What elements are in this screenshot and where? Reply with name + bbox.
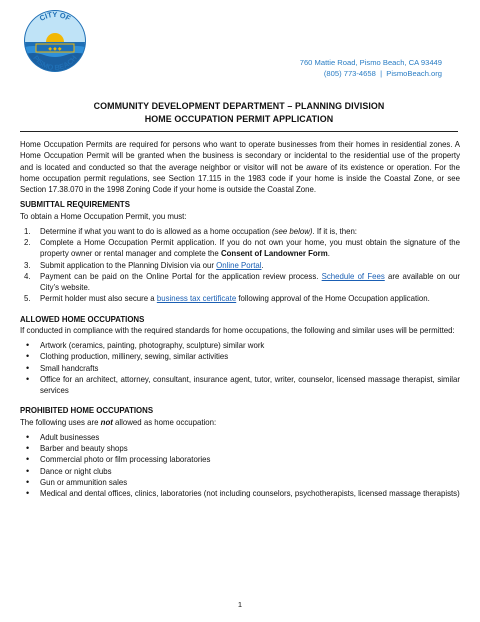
phone-website-line: [300, 68, 442, 79]
title-divider: [20, 131, 458, 132]
prohibited-item: • Commercial photo or film processing laboratories: [26, 454, 211, 465]
allowed-item: • Clothing production, millinery, sewing, similar activities: [26, 351, 229, 362]
contact-block: [300, 57, 442, 79]
phone: (805) 773-4658: [323, 69, 376, 78]
address: 760 Mattie Road, Pismo Beach, CA 93449: [299, 58, 442, 67]
city-logo: [22, 8, 88, 74]
bullet-icon: •: [26, 443, 30, 453]
prohibited-item: • Gun or ammunition sales: [26, 476, 128, 487]
prohibited-item: • Barber and beauty shops: [26, 443, 128, 453]
prohibited-item: • Adult businesses: [26, 431, 100, 442]
allowed-item: • Artwork (ceramics, painting, photography, sculpture) similar work: [26, 340, 265, 350]
logo-text-top: CITY OF: [37, 9, 73, 23]
bullet-icon: •: [26, 465, 30, 476]
page-number: 1: [237, 600, 243, 609]
document-body: [20, 139, 460, 499]
online-portal-link[interactable]: Online Portal: [216, 260, 262, 270]
allowed-list: [20, 340, 460, 396]
submittal-list: [20, 226, 460, 305]
bullet-icon: •: [26, 454, 30, 465]
prohibited-heading: PROHIBITED HOME OCCUPATIONS: [20, 406, 154, 416]
bullet-icon: •: [26, 362, 30, 373]
bullet-icon: •: [26, 340, 30, 350]
title-line-2: HOME OCCUPATION PERMIT APPLICATION: [144, 114, 334, 124]
svg-text:◆ ◆ ◆: ◆ ◆ ◆: [48, 46, 62, 51]
prohibited-item: • Dance or night clubs: [26, 465, 112, 476]
prohibited-lead: The following uses are not allowed as home occupation:: [20, 417, 217, 427]
schedule-of-fees-link[interactable]: Schedule of Fees: [321, 271, 385, 281]
prohibited-list: [20, 432, 460, 500]
submittal-item: 5. Permit holder must also secure a business tax certificate following approval of the Home Occupation application.: [24, 294, 430, 304]
submittal-item: 3. Submit application to the Planning Division via our Online Portal.: [24, 260, 264, 270]
intro-paragraph: Home Occupation Permits are required for persons who want to operate businesses from their homes in residential zones. A Home Occupation Permit will be granted when the business is secondary or incidental to the residential use of the property and is located and conducted so that the average neighbor or visitor will not be aware of its existence or operation. For the home occupation permit regulations, see Section 17.115 in the 1983 code if your home is inside the Coastal Zone, or see Section 17.38.070 in the 1998 Zoning Code if your home is outside the Coastal Zone.: [20, 140, 460, 194]
bullet-icon: •: [26, 431, 30, 442]
submittal-item: 1. Determine if what you want to do is allowed as a home occupation (see below). If it is, then:: [24, 226, 357, 236]
bullet-icon: •: [26, 351, 30, 362]
business-tax-certificate-link[interactable]: business tax certificate: [156, 294, 237, 304]
allowed-heading: ALLOWED HOME OCCUPATIONS: [20, 314, 145, 324]
submittal-item: 4. Payment can be paid on the Online Portal for the application review process. Schedule of Fees are available on our City’s website.: [24, 271, 460, 292]
submittal-item: 2. Complete a Home Occupation Permit application. If you do not own your home, you must obtain the signature of the property owner or rental manager and complete the Consent of Landowner Form.: [24, 238, 460, 259]
submittal-lead: To obtain a Home Occupation Permit, you must:: [20, 211, 187, 221]
allowed-item: • Small handcrafts: [26, 362, 99, 373]
allowed-lead: If conducted in compliance with the required standards for home occupations, the following and similar uses will be permitted:: [20, 325, 455, 335]
separator: |: [380, 69, 383, 78]
submittal-heading: SUBMITTAL REQUIREMENTS: [20, 200, 130, 210]
logo-text-bottom: PISMO BEACH: [31, 53, 79, 73]
website-link[interactable]: PismoBeach.org: [386, 69, 442, 78]
prohibited-item: • Medical and dental offices, clinics, laboratories (not including counselors, psychotherapists, licensed massage therapists): [26, 488, 460, 498]
bullet-icon: •: [26, 488, 30, 498]
title-line-1: COMMUNITY DEVELOPMENT DEPARTMENT – PLANNING DIVISION: [93, 101, 385, 111]
bullet-icon: •: [26, 373, 30, 384]
bullet-icon: •: [26, 476, 30, 487]
allowed-item: • Office for an architect, attorney, consultant, insurance agent, tutor, writer, counselor, licensed massage therapist, similar services: [26, 373, 460, 395]
document-title: [20, 100, 458, 126]
